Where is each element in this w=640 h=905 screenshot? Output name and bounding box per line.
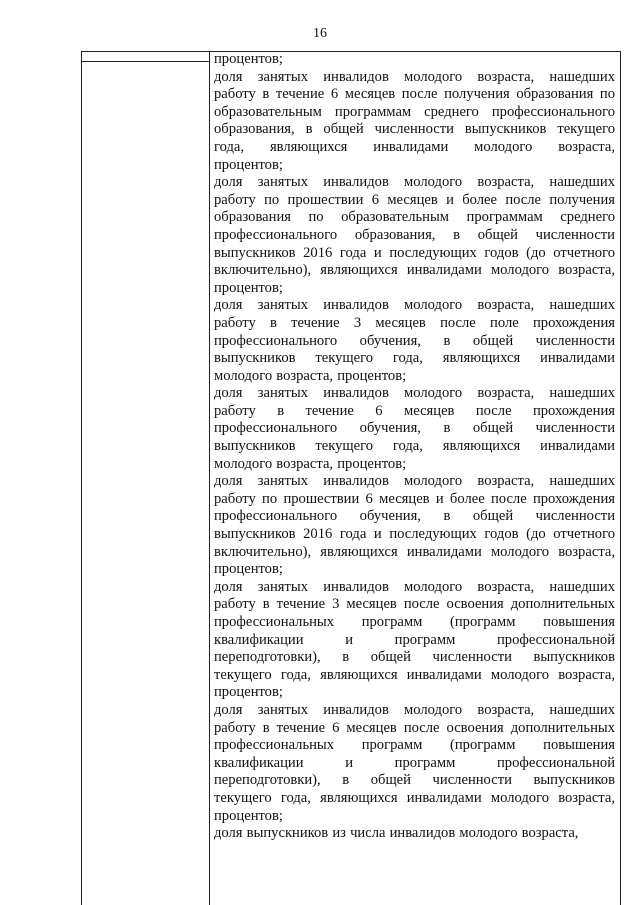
text-line: процентов; (214, 684, 283, 701)
text-line: квалификации и программ профессиональной (214, 754, 615, 771)
text-line: переподготовки), в общей численности выпускников (214, 772, 615, 789)
text-line: профессионального обучения, в общей численности (214, 332, 615, 349)
text-line: образовательным программам среднего профессионального (214, 103, 615, 120)
text-line: процентов; (214, 561, 283, 578)
text-line: доля занятых инвалидов молодого возраста, нашедших (214, 68, 615, 85)
text-line: года, являющихся инвалидами молодого возраста, (214, 138, 615, 155)
text-line: молодого возраста, процентов; (214, 367, 407, 384)
text-line: профессионального обучения, в общей численности (214, 420, 615, 437)
text-line: включительно), являющихся инвалидами молодого возраста, (214, 543, 615, 560)
text-line: работу в течение 6 месяцев после получения образования по (214, 86, 615, 103)
text-line: доля занятых инвалидов молодого возраста, нашедших (214, 297, 615, 314)
text-line: работу по прошествии 6 месяцев и более после получения (214, 191, 615, 208)
text-line: процентов; (214, 51, 283, 67)
text-line: доля выпускников из числа инвалидов молодого возраста, (214, 825, 579, 842)
text-line: переподготовки), в общей численности выпускников (214, 649, 615, 666)
text-line: работу в течение 3 месяцев после поле прохождения (214, 314, 615, 331)
text-line: профессиональных программ (программ повышения (214, 737, 615, 754)
text-line: доля занятых инвалидов молодого возраста, нашедших (214, 578, 615, 595)
text-line: работу в течение 6 месяцев после освоения дополнительных (214, 719, 615, 736)
indicator-paragraph (214, 297, 615, 385)
text-line: доля занятых инвалидов молодого возраста, нашедших (214, 701, 615, 718)
text-line: текущего года, являющихся инвалидами молодого возраста, (214, 666, 615, 683)
page-number: 16 (313, 26, 327, 41)
indicator-paragraph (214, 579, 615, 702)
text-line: квалификации и программ профессиональной (214, 631, 615, 648)
text-line: работу по прошествии 6 месяцев и более после прохождения (214, 490, 615, 507)
text-line: доля занятых инвалидов молодого возраста, нашедших (214, 473, 615, 490)
document-table (81, 51, 621, 905)
table-right-column (210, 51, 615, 905)
text-line: выпускников 2016 года и последующих годов (до отчетного (214, 526, 615, 543)
text-line: образования по образовательным программам среднего (214, 209, 615, 226)
text-line: процентов; (214, 807, 283, 824)
text-line: доля занятых инвалидов молодого возраста, нашедших (214, 385, 615, 402)
indicator-paragraph (214, 69, 615, 175)
indicator-paragraph (214, 702, 615, 825)
indicator-list (214, 51, 615, 843)
table-left-column (82, 51, 210, 905)
text-line: работу в течение 6 месяцев после прохождения (214, 402, 615, 419)
text-line: профессиональных программ (программ повышения (214, 614, 615, 630)
indicator-paragraph (214, 825, 615, 843)
text-line: выпускников 2016 года и последующих годов (до отчетного (214, 244, 615, 261)
indicator-paragraph (214, 473, 615, 579)
text-line: образования, в общей численности выпускников текущего (214, 121, 615, 138)
indicator-paragraph (214, 385, 615, 473)
indicator-paragraph (214, 51, 615, 69)
text-line: включительно), являющихся инвалидами молодого возраста, (214, 262, 615, 279)
text-line: процентов; (214, 279, 283, 296)
text-line: выпускников текущего года, являющихся инвалидами (214, 438, 615, 455)
text-line: текущего года, являющихся инвалидами молодого возраста, (214, 789, 615, 806)
text-line: доля занятых инвалидов молодого возраста, нашедших (214, 174, 615, 191)
text-line: профессионального обучения, в общей численности (214, 508, 615, 525)
text-line: профессионального образования, в общей численности (214, 226, 615, 243)
text-line: процентов; (214, 156, 283, 173)
left-column-row-divider (82, 61, 209, 62)
indicator-paragraph (214, 174, 615, 297)
text-line: молодого возраста, процентов; (214, 455, 407, 472)
text-line: выпускников текущего года, являющихся инвалидами (214, 350, 615, 367)
text-line: работу в течение 3 месяцев после освоения дополнительных (214, 596, 615, 613)
